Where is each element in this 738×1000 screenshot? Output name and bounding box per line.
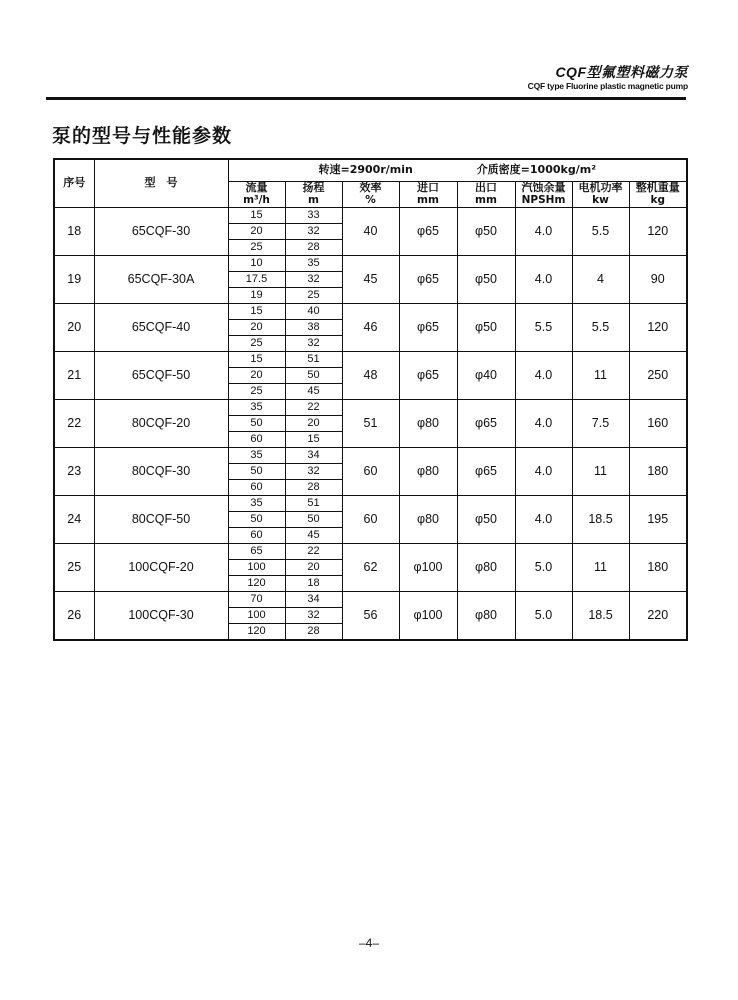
col-header-5: [515, 181, 572, 207]
outlet-cell: φ50: [457, 207, 515, 255]
power-cell: 7.5: [572, 399, 629, 447]
head-cell: 18: [285, 575, 342, 591]
flow-cell: 19: [228, 287, 285, 303]
col-header-0: [228, 181, 285, 207]
row-model: 100CQF-20: [94, 543, 228, 591]
npsh-cell: 5.0: [515, 591, 572, 640]
speed-condition: 转速=2900r/min: [318, 163, 413, 177]
header-rule: [46, 97, 686, 100]
npsh-cell: 5.0: [515, 543, 572, 591]
power-cell: 18.5: [572, 495, 629, 543]
flow-cell: 35: [228, 495, 285, 511]
weight-cell: 250: [629, 351, 687, 399]
col-header-6: [572, 181, 629, 207]
performance-table: [53, 158, 688, 641]
flow-cell: 120: [228, 575, 285, 591]
col-header-2: [342, 181, 399, 207]
row-model: 80CQF-20: [94, 399, 228, 447]
conditions-header: [228, 159, 687, 181]
flow-cell: 50: [228, 415, 285, 431]
row-model: 65CQF-40: [94, 303, 228, 351]
inlet-cell: φ65: [399, 255, 457, 303]
row-model: 80CQF-30: [94, 447, 228, 495]
col-header-index: 序号: [54, 159, 94, 207]
table-row: [54, 591, 687, 607]
weight-cell: 195: [629, 495, 687, 543]
col-header-7: [629, 181, 687, 207]
col-header-unit: mm: [417, 194, 439, 206]
row-index: 24: [54, 495, 94, 543]
col-header-unit: NPSHm: [521, 194, 566, 206]
row-index: 23: [54, 447, 94, 495]
efficiency-cell: 46: [342, 303, 399, 351]
weight-cell: 180: [629, 543, 687, 591]
col-header-unit: mm: [475, 194, 497, 206]
table-row: [54, 351, 687, 367]
outlet-cell: φ65: [457, 399, 515, 447]
col-header-4: [457, 181, 515, 207]
table-row: [54, 495, 687, 511]
head-cell: 28: [285, 479, 342, 495]
page-number: –4–: [358, 936, 380, 950]
power-cell: 5.5: [572, 303, 629, 351]
col-header-label: 效率: [359, 181, 382, 194]
table-row: [54, 543, 687, 559]
row-model: 65CQF-30A: [94, 255, 228, 303]
row-model: 100CQF-30: [94, 591, 228, 640]
col-header-label: 出口: [475, 181, 497, 194]
weight-cell: 160: [629, 399, 687, 447]
weight-cell: 220: [629, 591, 687, 640]
flow-cell: 50: [228, 511, 285, 527]
flow-cell: 100: [228, 559, 285, 575]
efficiency-cell: 60: [342, 495, 399, 543]
inlet-cell: φ80: [399, 495, 457, 543]
row-index: 20: [54, 303, 94, 351]
col-header-label: 进口: [417, 181, 439, 194]
outlet-cell: φ50: [457, 303, 515, 351]
flow-cell: 120: [228, 623, 285, 640]
row-index: 21: [54, 351, 94, 399]
head-cell: 32: [285, 607, 342, 623]
inlet-cell: φ100: [399, 543, 457, 591]
efficiency-cell: 45: [342, 255, 399, 303]
col-header-unit: m³/h: [243, 194, 270, 206]
npsh-cell: 5.5: [515, 303, 572, 351]
table-row: [54, 207, 687, 223]
power-cell: 11: [572, 351, 629, 399]
head-cell: 40: [285, 303, 342, 319]
row-index: 25: [54, 543, 94, 591]
flow-cell: 15: [228, 303, 285, 319]
head-cell: 32: [285, 223, 342, 239]
col-header-unit: %: [365, 194, 376, 206]
col-header-3: [399, 181, 457, 207]
col-header-unit: m: [308, 194, 319, 206]
head-cell: 33: [285, 207, 342, 223]
row-index: 26: [54, 591, 94, 640]
flow-cell: 17.5: [228, 271, 285, 287]
head-cell: 15: [285, 431, 342, 447]
efficiency-cell: 51: [342, 399, 399, 447]
head-cell: 51: [285, 495, 342, 511]
head-cell: 28: [285, 239, 342, 255]
flow-cell: 10: [228, 255, 285, 271]
head-cell: 32: [285, 335, 342, 351]
inlet-cell: φ65: [399, 303, 457, 351]
flow-cell: 60: [228, 479, 285, 495]
head-cell: 34: [285, 591, 342, 607]
flow-cell: 20: [228, 223, 285, 239]
table-body: [54, 207, 687, 640]
efficiency-cell: 62: [342, 543, 399, 591]
flow-cell: 50: [228, 463, 285, 479]
inlet-cell: φ65: [399, 207, 457, 255]
col-header-1: [285, 181, 342, 207]
npsh-cell: 4.0: [515, 351, 572, 399]
flow-cell: 60: [228, 431, 285, 447]
col-header-label: 电机功率: [578, 181, 623, 194]
flow-cell: 15: [228, 207, 285, 223]
row-index: 18: [54, 207, 94, 255]
npsh-cell: 4.0: [515, 399, 572, 447]
flow-cell: 100: [228, 607, 285, 623]
inlet-cell: φ80: [399, 447, 457, 495]
col-header-label: 汽蚀余量: [521, 181, 566, 194]
head-cell: 20: [285, 559, 342, 575]
col-header-unit: kw: [592, 194, 609, 206]
outlet-cell: φ50: [457, 495, 515, 543]
power-cell: 18.5: [572, 591, 629, 640]
power-cell: 11: [572, 543, 629, 591]
weight-cell: 90: [629, 255, 687, 303]
flow-cell: 65: [228, 543, 285, 559]
col-header-label: 流量: [245, 181, 268, 194]
head-cell: 32: [285, 271, 342, 287]
outlet-cell: φ40: [457, 351, 515, 399]
head-cell: 38: [285, 319, 342, 335]
head-cell: 32: [285, 463, 342, 479]
flow-cell: 25: [228, 239, 285, 255]
table-row: [54, 255, 687, 271]
header-title: CQF型氟塑料磁力泵: [555, 64, 688, 80]
header-subtitle: CQF type Fluorine plastic magnetic pump: [527, 81, 688, 91]
head-cell: 22: [285, 399, 342, 415]
table-row: [54, 399, 687, 415]
power-cell: 4: [572, 255, 629, 303]
row-index: 22: [54, 399, 94, 447]
power-cell: 5.5: [572, 207, 629, 255]
col-header-label: 扬程: [302, 181, 325, 194]
table-row: [54, 447, 687, 463]
col-header-model: 型 号: [94, 159, 228, 207]
flow-cell: 15: [228, 351, 285, 367]
head-cell: 25: [285, 287, 342, 303]
head-cell: 20: [285, 415, 342, 431]
head-cell: 50: [285, 367, 342, 383]
density-condition: 介质密度=1000kg/m²: [476, 163, 597, 177]
efficiency-cell: 40: [342, 207, 399, 255]
weight-cell: 180: [629, 447, 687, 495]
outlet-cell: φ65: [457, 447, 515, 495]
weight-cell: 120: [629, 303, 687, 351]
outlet-cell: φ80: [457, 591, 515, 640]
flow-cell: 70: [228, 591, 285, 607]
weight-cell: 120: [629, 207, 687, 255]
col-header-label: 整机重量: [635, 181, 680, 194]
head-cell: 35: [285, 255, 342, 271]
head-cell: 50: [285, 511, 342, 527]
flow-cell: 25: [228, 335, 285, 351]
efficiency-cell: 56: [342, 591, 399, 640]
inlet-cell: φ80: [399, 399, 457, 447]
inlet-cell: φ65: [399, 351, 457, 399]
outlet-cell: φ50: [457, 255, 515, 303]
head-cell: 34: [285, 447, 342, 463]
inlet-cell: φ100: [399, 591, 457, 640]
flow-cell: 35: [228, 447, 285, 463]
flow-cell: 35: [228, 399, 285, 415]
flow-cell: 20: [228, 367, 285, 383]
npsh-cell: 4.0: [515, 207, 572, 255]
npsh-cell: 4.0: [515, 447, 572, 495]
head-cell: 45: [285, 527, 342, 543]
row-model: 65CQF-30: [94, 207, 228, 255]
col-header-unit: kg: [650, 194, 665, 206]
table-row: [54, 303, 687, 319]
efficiency-cell: 60: [342, 447, 399, 495]
row-model: 80CQF-50: [94, 495, 228, 543]
head-cell: 45: [285, 383, 342, 399]
head-cell: 28: [285, 623, 342, 640]
page-header: [528, 64, 688, 91]
flow-cell: 20: [228, 319, 285, 335]
flow-cell: 25: [228, 383, 285, 399]
npsh-cell: 4.0: [515, 255, 572, 303]
flow-cell: 60: [228, 527, 285, 543]
npsh-cell: 4.0: [515, 495, 572, 543]
efficiency-cell: 48: [342, 351, 399, 399]
section-title: 泵的型号与性能参数: [52, 125, 233, 147]
outlet-cell: φ80: [457, 543, 515, 591]
head-cell: 22: [285, 543, 342, 559]
power-cell: 11: [572, 447, 629, 495]
row-model: 65CQF-50: [94, 351, 228, 399]
head-cell: 51: [285, 351, 342, 367]
row-index: 19: [54, 255, 94, 303]
